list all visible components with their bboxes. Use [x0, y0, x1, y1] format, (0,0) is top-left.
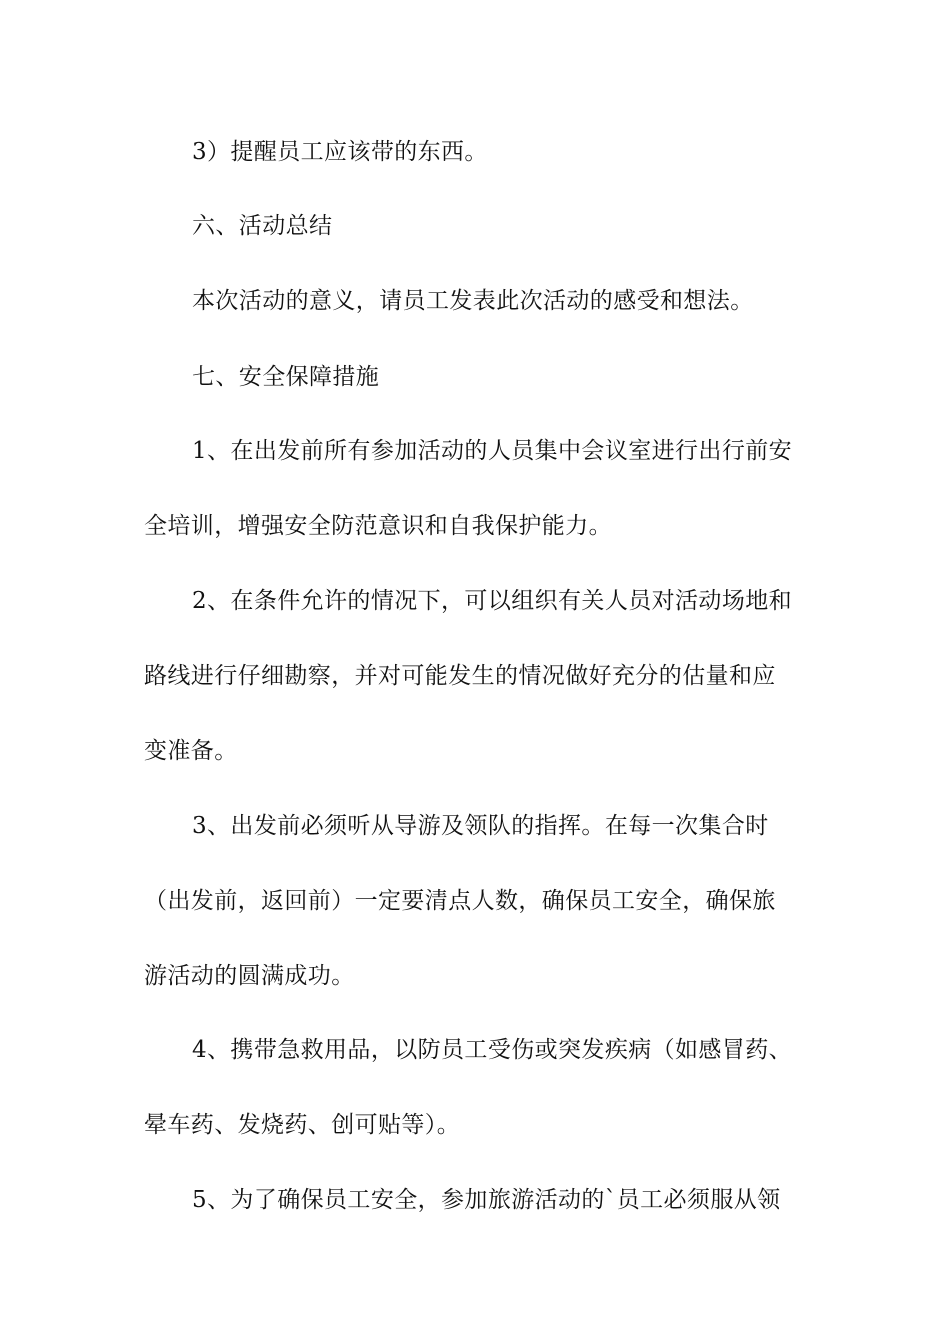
text-line-measure-2b: 路线进行仔细勘察，并对可能发生的情况做好充分的估量和应	[144, 663, 776, 689]
text-line-measure-1a: 1、在出发前所有参加活动的人员集中会议室进行出行前安	[192, 438, 793, 464]
text-line-measure-1b: 全培训，增强安全防范意识和自我保护能力。	[144, 513, 612, 539]
text-line-measure-2c: 变准备。	[144, 738, 238, 764]
text-line-item-3: 3）提醒员工应该带的东西。	[192, 139, 488, 165]
text-line-measure-3a: 3、出发前必须听从导游及领队的指挥。在每一次集合时	[192, 813, 769, 839]
heading-safety-measures: 七、安全保障措施	[192, 364, 380, 390]
text-line-measure-4b: 晕车药、发烧药、创可贴等）。	[144, 1112, 461, 1138]
heading-activity-summary: 六、活动总结	[192, 213, 333, 239]
text-line-measure-3c: 游活动的圆满成功。	[144, 963, 355, 989]
text-line-summary: 本次活动的意义，请员工发表此次活动的感受和想法。	[192, 288, 754, 314]
text-line-measure-4a: 4、携带急救用品，以防员工受伤或突发疾病（如感冒药、	[192, 1037, 793, 1063]
text-line-measure-2a: 2、在条件允许的情况下，可以组织有关人员对活动场地和	[192, 588, 793, 614]
text-line-measure-5a: 5、为了确保员工安全，参加旅游活动的`员工必须服从领	[192, 1187, 781, 1213]
text-line-measure-3b: （出发前，返回前）一定要清点人数，确保员工安全，确保旅	[144, 888, 776, 914]
